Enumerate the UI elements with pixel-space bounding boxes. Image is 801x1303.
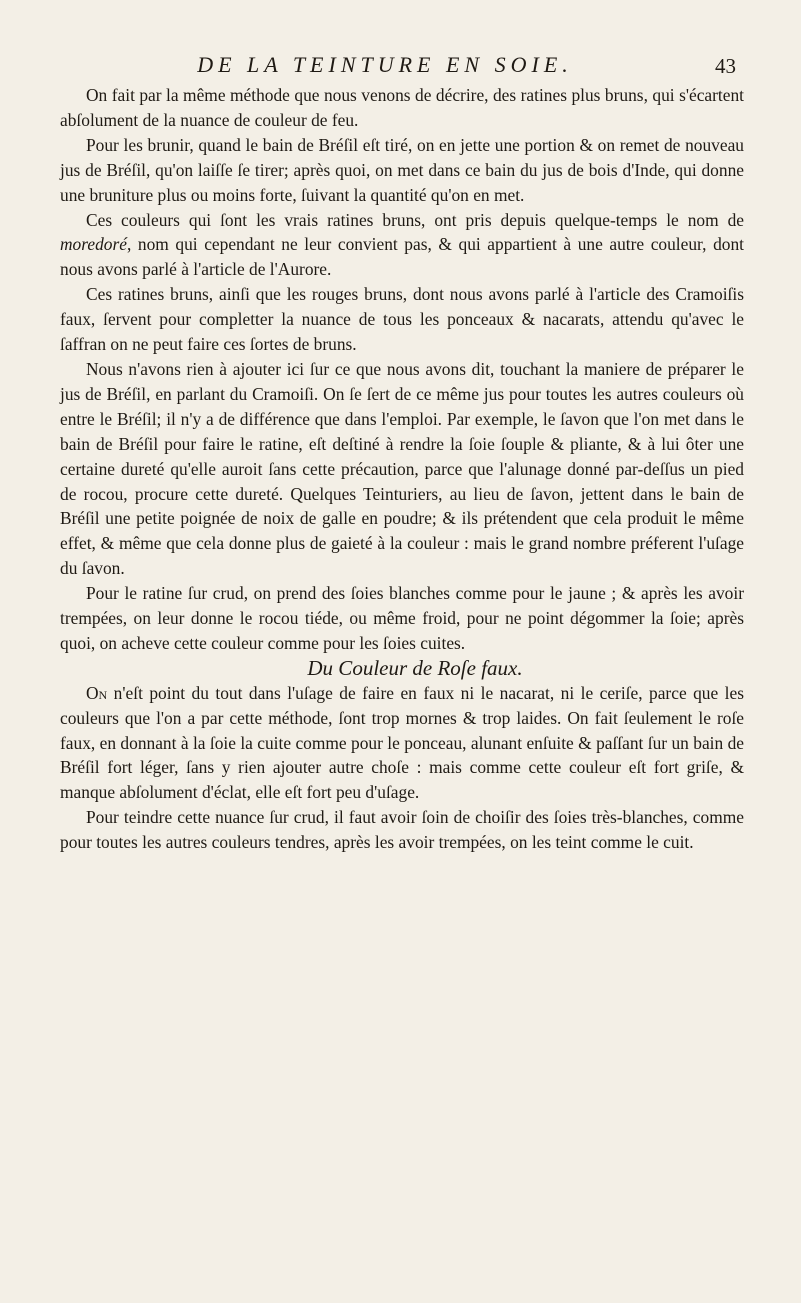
paragraph-7-text: n'eſt point du tout dans l'uſage de faire en faux ni le nacarat, ni le ceriſe, parce que les couleurs que l'on a par cette méthode, ſont trop mornes & trop laides. On fait ſeulement le roſe faux, en donnant à la ſoie la cuite comme pour le ponceau, alunant enſuite & paſſant ſur un bain de Bréſil fort léger, ſans y rien ajouter autre choſe : mais comme cette couleur eſt fort griſe, & manque abſolument d'éclat, elle eſt fort peu d'uſage. — [60, 682, 744, 803]
paragraph-7 — [60, 681, 744, 806]
term-moredore: moredoré — [60, 234, 127, 255]
body-text — [60, 83, 744, 855]
paragraph-7-lead: On — [86, 682, 108, 703]
paragraph-3-text-b: , nom qui cependant ne leur convient pas, & qui appartient à une autre couleur, dont nous avons parlé à l'article de l'Aurore. — [60, 234, 744, 280]
paragraph-1: On fait par la même méthode que nous venons de décrire, des ratines plus bruns, qui s'écartent abſolument de la nuance de couleur de feu. — [60, 85, 744, 130]
paragraph-6: Pour le ratine ſur crud, on prend des ſoies blanches comme pour le jaune ; & après les avoir trempées, on leur donne le rocou tiéde, ou même froid, pour ne point dégommer la ſoie; après quoi, on acheve cette couleur comme pour les ſoies cuites. — [60, 583, 744, 653]
page-number: 43 — [715, 54, 736, 78]
paragraph-2: Pour les brunir, quand le bain de Bréſil eſt tiré, on en jette une portion & on remet de nouveau jus de Bréſil, qu'on laiſſe ſe tirer; après quoi, on met dans ce bain du jus de bois d'Inde, qui donne une bruniture plus ou moins forte, ſuivant la quantité qu'on en met. — [60, 134, 744, 205]
paragraph-5: Nous n'avons rien à ajouter ici ſur ce que nous avons dit, touchant la maniere de préparer le jus de Bréſil, en parlant du Cramoiſi. On ſe ſert de ce même jus pour toutes les autres couleurs où entre le Bréſil; il n'y a de différence que dans l'emploi. Par exemple, le ſavon que l'on met dans le bain de Bréſil pour faire le ratine, eſt deſtiné à rendre la ſoie ſouple & pliante, & à lui ôter une certaine dureté qu'elle auroit ſans cette précaution, parce que l'alunage donné par-deſſus un pied de rocou, procure cette dureté. Quelques Teinturiers, au lieu de ſavon, jettent dans le bain de Bréſil une petite poignée de noix de galle en poudre; & ils prétendent que cela produit le même effet, & même que cela donne plus de gaieté à la couleur : mais le grand nombre préferent l'uſage du ſavon. — [60, 358, 744, 579]
paragraph-3-text-a: Ces couleurs qui ſont les vrais ratines bruns, ont pris depuis quelque-temps le nom de — [86, 209, 744, 230]
running-title: DE LA TEINTURE EN SOIE. — [197, 52, 573, 77]
paragraph-8: Pour teindre cette nuance ſur crud, il faut avoir ſoin de choiſir des ſoies très-blanches, comme pour toutes les autres couleurs tendres, après les avoir trempées, on les teint comme le cuit. — [60, 807, 744, 853]
paragraph-4: Ces ratines bruns, ainſi que les rouges bruns, dont nous avons parlé à l'article des Cramoiſis faux, ſervent pour completter la nuance de tous les ponceaux & nacarats, attendu qu'avec le ſaffran on ne peut faire ces ſortes de bruns. — [60, 284, 744, 355]
paragraph-3 — [60, 208, 744, 283]
section-heading: Du Couleur de Roſe faux. — [307, 655, 523, 680]
page-header — [96, 50, 736, 82]
